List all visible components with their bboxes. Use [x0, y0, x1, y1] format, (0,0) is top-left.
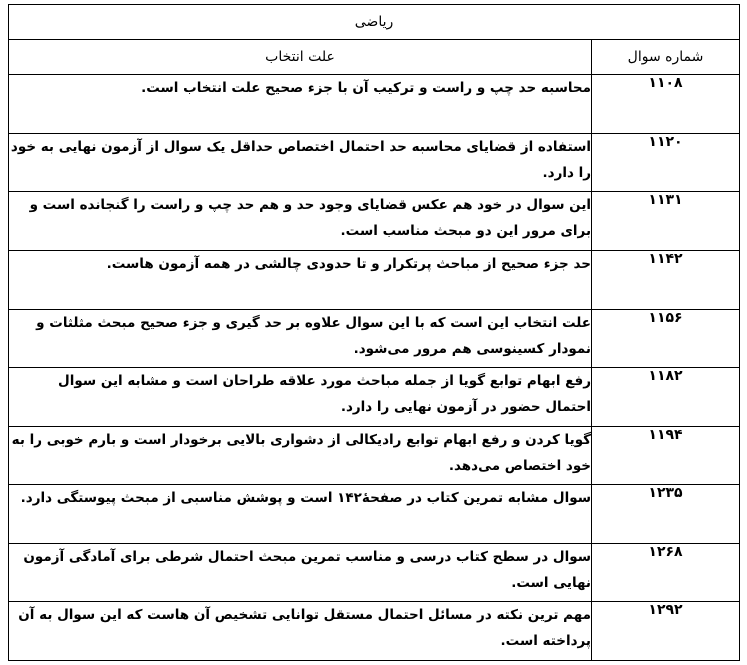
table-row — [9, 543, 740, 602]
table-title: ریاضی — [9, 5, 740, 40]
header-reason: علت انتخاب — [9, 40, 592, 75]
selection-reason: گویا کردن و رفع ابهام توابع رادیکالی از دشواری بالایی برخودار است و بارم خوبی را به خود اختصاص می‌دهد. — [9, 426, 592, 485]
question-number: ۱۱۹۴ — [592, 426, 740, 485]
question-number: ۱۲۳۵ — [592, 485, 740, 544]
question-number: ۱۲۹۲ — [592, 602, 740, 661]
header-row — [9, 40, 740, 75]
selection-reason: سوال مشابه تمرین کتاب در صفحهٔ۱۴۲ است و پوشش مناسبی از مبحث پیوستگی دارد. — [9, 485, 592, 544]
question-number: ۱۱۵۶ — [592, 309, 740, 368]
table-row — [9, 309, 740, 368]
table-row — [9, 133, 740, 192]
selection-reason: سوال در سطح کتاب درسی و مناسب تمرین مبحث احتمال شرطی برای آمادگی آزمون نهایی است. — [9, 543, 592, 602]
question-number: ۱۱۰۸ — [592, 75, 740, 134]
selection-reason: استفاده از قضایای محاسبه حد احتمال اختصاص حداقل یک سوال از آزمون نهایی به خود را دارد. — [9, 133, 592, 192]
title-row — [9, 5, 740, 40]
selection-reason: علت انتخاب این است که با این سوال علاوه بر حد گیری و جزء صحیح مبحث مثلثات و نمودار کسینوسی هم مرور می‌شود. — [9, 309, 592, 368]
table-row — [9, 250, 740, 309]
question-selection-table — [8, 4, 740, 661]
selection-reason: مهم ترین نکته در مسائل احتمال مستقل توانایی تشخیص آن هاست که این سوال به آن پرداخته است. — [9, 602, 592, 661]
table-row — [9, 192, 740, 251]
table-row — [9, 368, 740, 427]
table-row — [9, 485, 740, 544]
question-number: ۱۱۸۲ — [592, 368, 740, 427]
table-row — [9, 602, 740, 661]
question-number: ۱۱۴۲ — [592, 250, 740, 309]
selection-reason: محاسبه حد چپ و راست و ترکیب آن با جزء صحیح علت انتخاب است. — [9, 75, 592, 134]
question-number: ۱۲۶۸ — [592, 543, 740, 602]
selection-reason: این سوال در خود هم عکس قضایای وجود حد و هم حد چپ و راست را گنجانده است و برای مرور این دو مبحث مناسب است. — [9, 192, 592, 251]
question-number: ۱۱۳۱ — [592, 192, 740, 251]
question-number: ۱۱۲۰ — [592, 133, 740, 192]
selection-reason: رفع ابهام توابع گویا از جمله مباحث مورد علاقه طراحان است و مشابه این سوال احتمال حضور در آزمون نهایی را دارد. — [9, 368, 592, 427]
header-question-number: شماره سوال — [592, 40, 740, 75]
table-row — [9, 426, 740, 485]
selection-reason: حد جزء صحیح از مباحث پرتکرار و تا حدودی چالشی در همه آزمون هاست. — [9, 250, 592, 309]
table-row — [9, 75, 740, 134]
